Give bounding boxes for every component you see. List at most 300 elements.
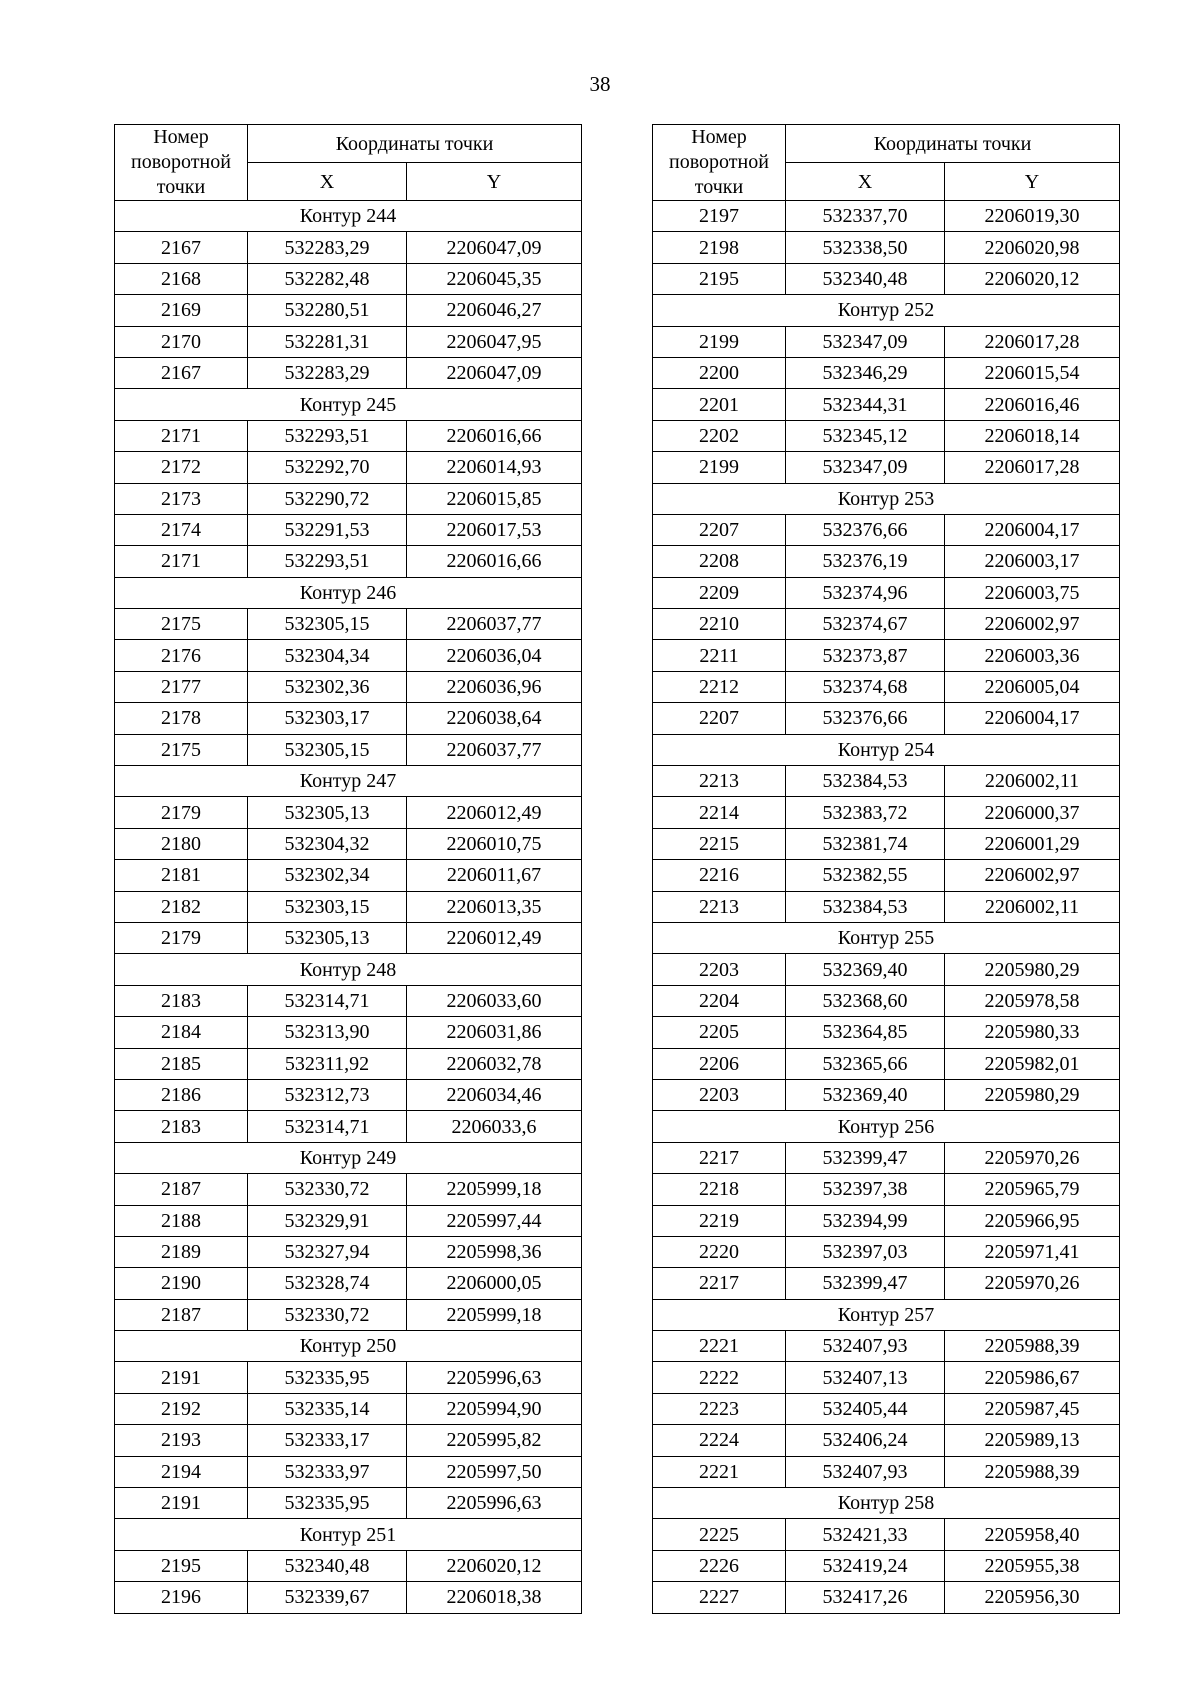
table-row xyxy=(115,1236,582,1267)
contour-row xyxy=(653,734,1120,765)
x-coordinate-cell: 532303,17 xyxy=(248,703,407,734)
x-header: X xyxy=(786,163,945,201)
y-coordinate-cell: 2206013,35 xyxy=(407,891,582,922)
y-coordinate-cell: 2206000,05 xyxy=(407,1268,582,1299)
table-row xyxy=(115,1299,582,1330)
point-number-header xyxy=(115,125,248,201)
x-coordinate-cell: 532364,85 xyxy=(786,1017,945,1048)
point-number-cell: 2183 xyxy=(115,1111,248,1142)
point-number-cell: 2191 xyxy=(115,1488,248,1519)
table-row xyxy=(115,1550,582,1581)
y-coordinate-cell: 2206002,97 xyxy=(945,860,1120,891)
y-coordinate-cell: 2206037,77 xyxy=(407,609,582,640)
point-number-cell: 2174 xyxy=(115,514,248,545)
x-coordinate-cell: 532313,90 xyxy=(248,1017,407,1048)
table-row xyxy=(115,420,582,451)
x-coordinate-cell: 532292,70 xyxy=(248,452,407,483)
table-row xyxy=(653,420,1120,451)
y-coordinate-cell: 2205965,79 xyxy=(945,1174,1120,1205)
table-row xyxy=(115,1111,582,1142)
point-number-cell: 2204 xyxy=(653,985,786,1016)
y-coordinate-cell: 2205997,44 xyxy=(407,1205,582,1236)
x-coordinate-cell: 532407,93 xyxy=(786,1331,945,1362)
y-coordinate-cell: 2205956,30 xyxy=(945,1582,1120,1613)
table-row xyxy=(653,1017,1120,1048)
y-coordinate-cell: 2206018,38 xyxy=(407,1582,582,1613)
table-row xyxy=(653,514,1120,545)
point-number-cell: 2199 xyxy=(653,452,786,483)
point-number-cell: 2221 xyxy=(653,1331,786,1362)
x-coordinate-cell: 532419,24 xyxy=(786,1550,945,1581)
table-row xyxy=(115,1174,582,1205)
point-number-cell: 2201 xyxy=(653,389,786,420)
y-coordinate-cell: 2206018,14 xyxy=(945,420,1120,451)
table-row xyxy=(115,546,582,577)
y-coordinate-cell: 2205980,29 xyxy=(945,954,1120,985)
y-coordinate-cell: 2206047,95 xyxy=(407,326,582,357)
point-number-header-line: точки xyxy=(156,176,206,198)
contour-label: Контур 253 xyxy=(653,483,1120,514)
point-number-cell: 2195 xyxy=(653,263,786,294)
point-number-cell: 2203 xyxy=(653,954,786,985)
contour-label: Контур 258 xyxy=(653,1488,1120,1519)
y-coordinate-cell: 2205988,39 xyxy=(945,1456,1120,1487)
y-coordinate-cell: 2205966,95 xyxy=(945,1205,1120,1236)
table-row xyxy=(653,766,1120,797)
contour-label: Контур 257 xyxy=(653,1299,1120,1330)
y-coordinate-cell: 2206001,29 xyxy=(945,828,1120,859)
x-coordinate-cell: 532338,50 xyxy=(786,232,945,263)
point-number-cell: 2216 xyxy=(653,860,786,891)
y-coordinate-cell: 2206046,27 xyxy=(407,295,582,326)
contour-row xyxy=(115,766,582,797)
x-coordinate-cell: 532405,44 xyxy=(786,1393,945,1424)
point-number-header-line: поворотной xyxy=(669,151,769,173)
contour-label: Контур 247 xyxy=(115,766,582,797)
table-row xyxy=(115,891,582,922)
table-row xyxy=(115,1268,582,1299)
contour-label: Контур 244 xyxy=(115,201,582,232)
contour-label: Контур 256 xyxy=(653,1111,1120,1142)
point-number-cell: 2188 xyxy=(115,1205,248,1236)
y-coordinate-cell: 2205980,29 xyxy=(945,1079,1120,1110)
x-coordinate-cell: 532327,94 xyxy=(248,1236,407,1267)
point-number-cell: 2207 xyxy=(653,514,786,545)
table-row xyxy=(653,1456,1120,1487)
table-body xyxy=(115,201,582,1614)
point-number-cell: 2182 xyxy=(115,891,248,922)
table-row xyxy=(653,1393,1120,1424)
x-coordinate-cell: 532374,96 xyxy=(786,577,945,608)
y-coordinate-cell: 2206017,28 xyxy=(945,326,1120,357)
point-number-cell: 2193 xyxy=(115,1425,248,1456)
contour-row xyxy=(115,389,582,420)
contour-row xyxy=(653,295,1120,326)
table-row xyxy=(115,1456,582,1487)
table-row xyxy=(653,1331,1120,1362)
y-coordinate-cell: 2206036,96 xyxy=(407,671,582,702)
x-coordinate-cell: 532339,67 xyxy=(248,1582,407,1613)
x-coordinate-cell: 532281,31 xyxy=(248,326,407,357)
x-coordinate-cell: 532399,47 xyxy=(786,1268,945,1299)
y-coordinate-cell: 2206037,77 xyxy=(407,734,582,765)
y-coordinate-cell: 2206047,09 xyxy=(407,232,582,263)
point-number-cell: 2217 xyxy=(653,1142,786,1173)
y-coordinate-cell: 2205999,18 xyxy=(407,1174,582,1205)
y-coordinate-cell: 2206033,6 xyxy=(407,1111,582,1142)
point-number-cell: 2190 xyxy=(115,1268,248,1299)
point-number-cell: 2167 xyxy=(115,357,248,388)
x-coordinate-cell: 532293,51 xyxy=(248,420,407,451)
table-row xyxy=(653,546,1120,577)
x-coordinate-cell: 532303,15 xyxy=(248,891,407,922)
y-coordinate-cell: 2206034,46 xyxy=(407,1079,582,1110)
y-coordinate-cell: 2206002,11 xyxy=(945,766,1120,797)
point-number-cell: 2175 xyxy=(115,609,248,640)
point-number-cell: 2167 xyxy=(115,232,248,263)
table-row xyxy=(115,295,582,326)
x-coordinate-cell: 532305,15 xyxy=(248,609,407,640)
x-coordinate-cell: 532421,33 xyxy=(786,1519,945,1550)
y-header: Y xyxy=(945,163,1120,201)
x-coordinate-cell: 532305,13 xyxy=(248,922,407,953)
table-row xyxy=(653,671,1120,702)
coordinates-header: Координаты точки xyxy=(786,125,1120,163)
y-coordinate-cell: 2205988,39 xyxy=(945,1331,1120,1362)
y-coordinate-cell: 2206036,04 xyxy=(407,640,582,671)
y-coordinate-cell: 2206016,66 xyxy=(407,420,582,451)
point-number-cell: 2180 xyxy=(115,828,248,859)
y-coordinate-cell: 2205970,26 xyxy=(945,1142,1120,1173)
contour-row xyxy=(115,954,582,985)
x-coordinate-cell: 532365,66 xyxy=(786,1048,945,1079)
y-coordinate-cell: 2206045,35 xyxy=(407,263,582,294)
point-number-cell: 2206 xyxy=(653,1048,786,1079)
x-coordinate-cell: 532335,95 xyxy=(248,1488,407,1519)
point-number-cell: 2168 xyxy=(115,263,248,294)
contour-label: Контур 250 xyxy=(115,1331,582,1362)
point-number-header xyxy=(653,125,786,201)
table-row xyxy=(115,860,582,891)
table-row xyxy=(115,1393,582,1424)
x-coordinate-cell: 532374,67 xyxy=(786,609,945,640)
point-number-cell: 2183 xyxy=(115,985,248,1016)
point-number-cell: 2212 xyxy=(653,671,786,702)
x-coordinate-cell: 532304,34 xyxy=(248,640,407,671)
point-number-cell: 2191 xyxy=(115,1362,248,1393)
y-coordinate-cell: 2206031,86 xyxy=(407,1017,582,1048)
contour-row xyxy=(653,922,1120,953)
table-row xyxy=(653,577,1120,608)
x-coordinate-cell: 532383,72 xyxy=(786,797,945,828)
point-number-cell: 2209 xyxy=(653,577,786,608)
y-coordinate-cell: 2205995,82 xyxy=(407,1425,582,1456)
x-coordinate-cell: 532347,09 xyxy=(786,452,945,483)
y-coordinate-cell: 2205955,38 xyxy=(945,1550,1120,1581)
contour-row xyxy=(653,483,1120,514)
table-row xyxy=(653,1425,1120,1456)
y-coordinate-cell: 2206017,28 xyxy=(945,452,1120,483)
table-row xyxy=(115,609,582,640)
point-number-cell: 2219 xyxy=(653,1205,786,1236)
point-number-cell: 2225 xyxy=(653,1519,786,1550)
y-coordinate-cell: 2205996,63 xyxy=(407,1362,582,1393)
y-coordinate-cell: 2205994,90 xyxy=(407,1393,582,1424)
y-coordinate-cell: 2205982,01 xyxy=(945,1048,1120,1079)
point-number-cell: 2222 xyxy=(653,1362,786,1393)
contour-row xyxy=(115,1519,582,1550)
table-row xyxy=(115,922,582,953)
table-row xyxy=(653,891,1120,922)
table-row xyxy=(115,1205,582,1236)
x-coordinate-cell: 532399,47 xyxy=(786,1142,945,1173)
contour-label: Контур 245 xyxy=(115,389,582,420)
x-coordinate-cell: 532283,29 xyxy=(248,232,407,263)
x-coordinate-cell: 532374,68 xyxy=(786,671,945,702)
table-row xyxy=(115,483,582,514)
table-row xyxy=(653,326,1120,357)
y-coordinate-cell: 2206010,75 xyxy=(407,828,582,859)
contour-row xyxy=(653,1488,1120,1519)
y-coordinate-cell: 2205999,18 xyxy=(407,1299,582,1330)
y-coordinate-cell: 2205998,36 xyxy=(407,1236,582,1267)
x-coordinate-cell: 532280,51 xyxy=(248,295,407,326)
contour-label: Контур 255 xyxy=(653,922,1120,953)
coordinates-table-right xyxy=(652,124,1120,1614)
table-row xyxy=(115,1425,582,1456)
table-row xyxy=(115,232,582,263)
table-row xyxy=(115,1017,582,1048)
x-coordinate-cell: 532407,93 xyxy=(786,1456,945,1487)
point-number-cell: 2198 xyxy=(653,232,786,263)
point-number-cell: 2189 xyxy=(115,1236,248,1267)
y-coordinate-cell: 2206003,75 xyxy=(945,577,1120,608)
point-number-cell: 2181 xyxy=(115,860,248,891)
y-coordinate-cell: 2205997,50 xyxy=(407,1456,582,1487)
point-number-cell: 2207 xyxy=(653,703,786,734)
contour-label: Контур 246 xyxy=(115,577,582,608)
x-coordinate-cell: 532283,29 xyxy=(248,357,407,388)
point-number-header-line: Номер xyxy=(153,126,209,148)
x-coordinate-cell: 532314,71 xyxy=(248,985,407,1016)
x-coordinate-cell: 532335,14 xyxy=(248,1393,407,1424)
point-number-cell: 2192 xyxy=(115,1393,248,1424)
table-row xyxy=(115,1488,582,1519)
table-row xyxy=(653,1268,1120,1299)
x-coordinate-cell: 532373,87 xyxy=(786,640,945,671)
table-row xyxy=(653,1362,1120,1393)
point-number-cell: 2199 xyxy=(653,326,786,357)
table-row xyxy=(115,1582,582,1613)
y-coordinate-cell: 2205958,40 xyxy=(945,1519,1120,1550)
table-row xyxy=(115,703,582,734)
x-coordinate-cell: 532382,55 xyxy=(786,860,945,891)
point-number-cell: 2217 xyxy=(653,1268,786,1299)
coordinates-header: Координаты точки xyxy=(248,125,582,163)
table-row xyxy=(653,1205,1120,1236)
y-coordinate-cell: 2206012,49 xyxy=(407,922,582,953)
table-row xyxy=(115,734,582,765)
x-coordinate-cell: 532282,48 xyxy=(248,263,407,294)
point-number-cell: 2179 xyxy=(115,797,248,828)
point-number-cell: 2194 xyxy=(115,1456,248,1487)
y-coordinate-cell: 2206014,93 xyxy=(407,452,582,483)
point-number-cell: 2208 xyxy=(653,546,786,577)
point-number-cell: 2200 xyxy=(653,357,786,388)
table-row xyxy=(115,357,582,388)
x-coordinate-cell: 532335,95 xyxy=(248,1362,407,1393)
y-coordinate-cell: 2205986,67 xyxy=(945,1362,1120,1393)
x-coordinate-cell: 532312,73 xyxy=(248,1079,407,1110)
table-row xyxy=(115,640,582,671)
point-number-cell: 2221 xyxy=(653,1456,786,1487)
y-coordinate-cell: 2205989,13 xyxy=(945,1425,1120,1456)
x-coordinate-cell: 532333,97 xyxy=(248,1456,407,1487)
table-row xyxy=(115,1048,582,1079)
point-number-cell: 2179 xyxy=(115,922,248,953)
x-coordinate-cell: 532305,13 xyxy=(248,797,407,828)
point-number-cell: 2185 xyxy=(115,1048,248,1079)
x-coordinate-cell: 532314,71 xyxy=(248,1111,407,1142)
point-number-cell: 2170 xyxy=(115,326,248,357)
contour-row xyxy=(115,1331,582,1362)
x-coordinate-cell: 532381,74 xyxy=(786,828,945,859)
table-row xyxy=(653,828,1120,859)
point-number-cell: 2176 xyxy=(115,640,248,671)
x-coordinate-cell: 532340,48 xyxy=(786,263,945,294)
table-row xyxy=(653,954,1120,985)
point-number-cell: 2215 xyxy=(653,828,786,859)
contour-row xyxy=(115,201,582,232)
table-body xyxy=(653,201,1120,1614)
x-coordinate-cell: 532346,29 xyxy=(786,357,945,388)
x-coordinate-cell: 532290,72 xyxy=(248,483,407,514)
table-row xyxy=(653,1519,1120,1550)
contour-row xyxy=(115,577,582,608)
point-number-cell: 2226 xyxy=(653,1550,786,1581)
x-coordinate-cell: 532340,48 xyxy=(248,1550,407,1581)
table-row xyxy=(653,640,1120,671)
y-header: Y xyxy=(407,163,582,201)
table-row xyxy=(115,797,582,828)
table-row xyxy=(653,1582,1120,1613)
x-coordinate-cell: 532328,74 xyxy=(248,1268,407,1299)
point-number-cell: 2213 xyxy=(653,891,786,922)
y-coordinate-cell: 2205996,63 xyxy=(407,1488,582,1519)
table-row xyxy=(653,389,1120,420)
x-coordinate-cell: 532397,03 xyxy=(786,1236,945,1267)
x-coordinate-cell: 532394,99 xyxy=(786,1205,945,1236)
x-coordinate-cell: 532305,15 xyxy=(248,734,407,765)
point-number-cell: 2218 xyxy=(653,1174,786,1205)
point-number-cell: 2214 xyxy=(653,797,786,828)
y-coordinate-cell: 2206015,85 xyxy=(407,483,582,514)
y-coordinate-cell: 2206017,53 xyxy=(407,514,582,545)
contour-label: Контур 251 xyxy=(115,1519,582,1550)
point-number-cell: 2213 xyxy=(653,766,786,797)
point-number-header-line: поворотной xyxy=(131,151,231,173)
y-coordinate-cell: 2206015,54 xyxy=(945,357,1120,388)
x-coordinate-cell: 532376,66 xyxy=(786,514,945,545)
point-number-cell: 2172 xyxy=(115,452,248,483)
coordinates-table-left xyxy=(114,124,582,1614)
point-number-cell: 2187 xyxy=(115,1299,248,1330)
x-coordinate-cell: 532291,53 xyxy=(248,514,407,545)
table-row xyxy=(115,514,582,545)
table-row xyxy=(653,1550,1120,1581)
table-row xyxy=(115,326,582,357)
y-coordinate-cell: 2206038,64 xyxy=(407,703,582,734)
point-number-cell: 2210 xyxy=(653,609,786,640)
x-coordinate-cell: 532376,66 xyxy=(786,703,945,734)
point-number-cell: 2223 xyxy=(653,1393,786,1424)
table-row xyxy=(653,1174,1120,1205)
x-coordinate-cell: 532311,92 xyxy=(248,1048,407,1079)
x-coordinate-cell: 532369,40 xyxy=(786,1079,945,1110)
point-number-cell: 2178 xyxy=(115,703,248,734)
y-coordinate-cell: 2206020,12 xyxy=(407,1550,582,1581)
contour-label: Контур 249 xyxy=(115,1142,582,1173)
x-coordinate-cell: 532344,31 xyxy=(786,389,945,420)
point-number-cell: 2227 xyxy=(653,1582,786,1613)
y-coordinate-cell: 2206019,30 xyxy=(945,201,1120,232)
y-coordinate-cell: 2205971,41 xyxy=(945,1236,1120,1267)
x-coordinate-cell: 532302,36 xyxy=(248,671,407,702)
point-number-cell: 2211 xyxy=(653,640,786,671)
y-coordinate-cell: 2206002,11 xyxy=(945,891,1120,922)
point-number-cell: 2171 xyxy=(115,546,248,577)
x-coordinate-cell: 532384,53 xyxy=(786,891,945,922)
y-coordinate-cell: 2205980,33 xyxy=(945,1017,1120,1048)
x-header: X xyxy=(248,163,407,201)
x-coordinate-cell: 532304,32 xyxy=(248,828,407,859)
x-coordinate-cell: 532369,40 xyxy=(786,954,945,985)
y-coordinate-cell: 2205970,26 xyxy=(945,1268,1120,1299)
x-coordinate-cell: 532407,13 xyxy=(786,1362,945,1393)
point-number-cell: 2203 xyxy=(653,1079,786,1110)
table-row xyxy=(653,357,1120,388)
x-coordinate-cell: 532368,60 xyxy=(786,985,945,1016)
point-number-cell: 2220 xyxy=(653,1236,786,1267)
table-row xyxy=(653,797,1120,828)
x-coordinate-cell: 532329,91 xyxy=(248,1205,407,1236)
contour-row xyxy=(115,1142,582,1173)
contour-label: Контур 254 xyxy=(653,734,1120,765)
point-number-header-line: Номер xyxy=(691,126,747,148)
table-row xyxy=(653,1236,1120,1267)
y-coordinate-cell: 2205987,45 xyxy=(945,1393,1120,1424)
y-coordinate-cell: 2206020,12 xyxy=(945,263,1120,294)
y-coordinate-cell: 2206011,67 xyxy=(407,860,582,891)
table-row xyxy=(653,703,1120,734)
point-number-cell: 2224 xyxy=(653,1425,786,1456)
point-number-cell: 2196 xyxy=(115,1582,248,1613)
table-row xyxy=(653,609,1120,640)
table-row xyxy=(653,452,1120,483)
page-number: 38 xyxy=(589,72,611,96)
point-number-header-line: точки xyxy=(694,176,744,198)
y-coordinate-cell: 2206004,17 xyxy=(945,514,1120,545)
point-number-cell: 2202 xyxy=(653,420,786,451)
x-coordinate-cell: 532333,17 xyxy=(248,1425,407,1456)
y-coordinate-cell: 2206004,17 xyxy=(945,703,1120,734)
table-row xyxy=(653,1142,1120,1173)
point-number-cell: 2197 xyxy=(653,201,786,232)
contour-label: Контур 248 xyxy=(115,954,582,985)
point-number-cell: 2171 xyxy=(115,420,248,451)
x-coordinate-cell: 532406,24 xyxy=(786,1425,945,1456)
point-number-cell: 2173 xyxy=(115,483,248,514)
